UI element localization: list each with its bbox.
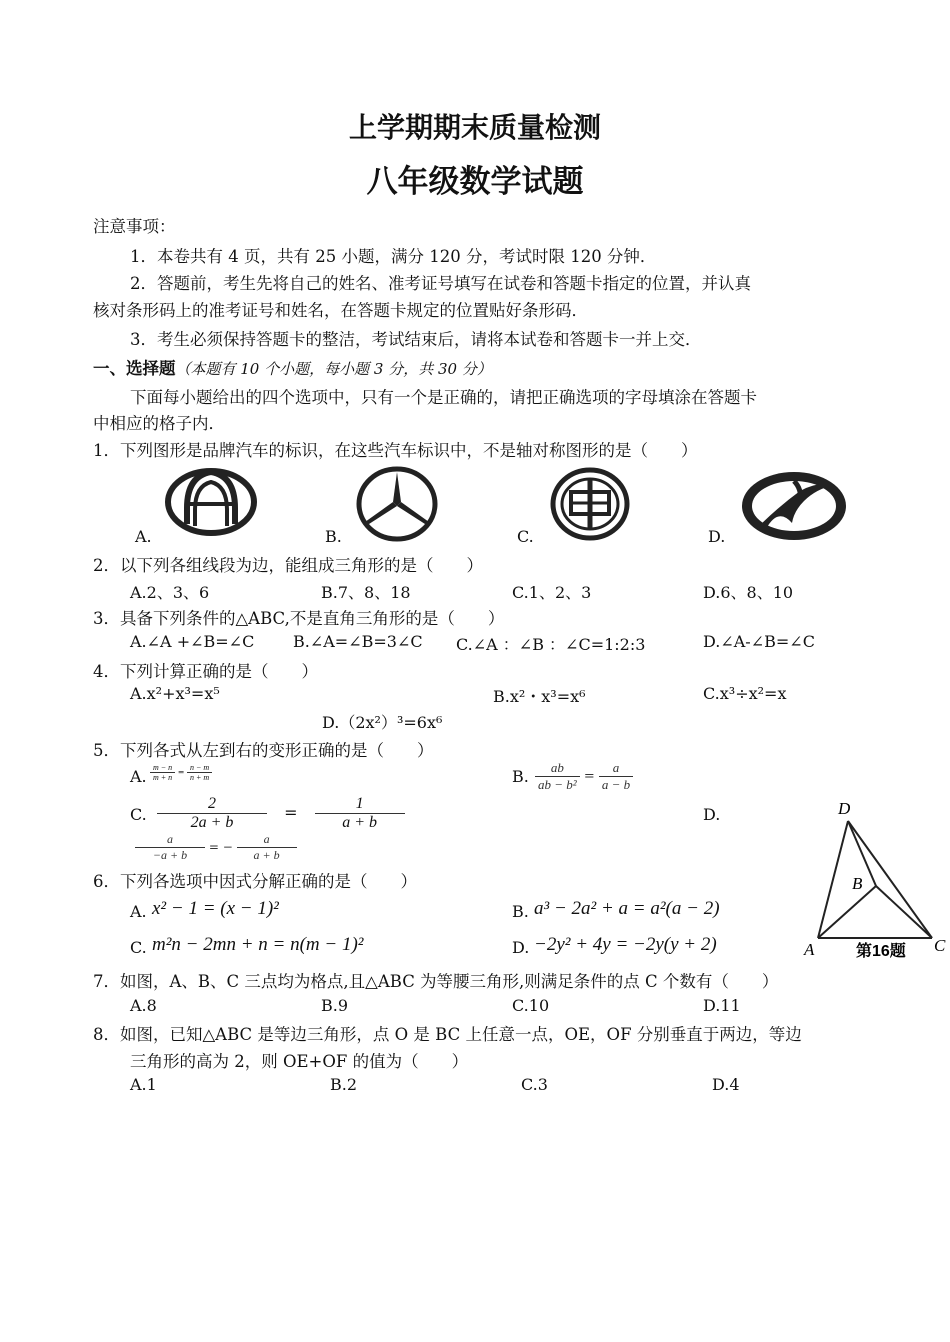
notes-item-3: 3．考生必须保持答题卡的整洁，考试结束后，请将本试卷和答题卡一并上交． <box>130 330 702 349</box>
q4-option-a: A.x²+x³=x⁵ <box>130 684 220 703</box>
q7-option-b: B.9 <box>321 996 349 1015</box>
figure-16-diagram <box>800 796 950 966</box>
notes-item-2a: 2．答题前，考生先将自己的姓名、准考证号填写在试卷和答题卡指定的位置，并认真 <box>130 274 751 293</box>
q2-option-b: B.7、8、18 <box>321 583 411 602</box>
q5-b-right-fraction <box>599 760 633 793</box>
q3-option-a: A.∠A +∠B=∠C <box>130 632 255 651</box>
q7-stem: 7．如图，A、B、C 三点均为格点,且△ABC 为等腰三角形,则满足条件的点 C 个数有（ ） <box>93 972 779 991</box>
car-logo-a-icon <box>165 468 257 536</box>
q5-b-left-fraction <box>535 760 580 793</box>
section-1-heading <box>93 355 492 379</box>
section-1-instruction-b: 中相应的格子内． <box>93 414 225 433</box>
q6-option-a-label: A. <box>130 902 147 921</box>
fraction-numerator: ab <box>535 760 580 777</box>
fraction-numerator: a <box>599 760 633 777</box>
equals-sign: = <box>583 769 595 784</box>
q8-option-c: C.3 <box>521 1075 548 1094</box>
car-logo-b-icon <box>355 466 439 542</box>
q2-stem: 2．以下列各组线段为边，能组成三角形的是（ ） <box>93 556 483 575</box>
q1-option-b-label: B. <box>325 527 342 546</box>
car-logo-c-icon <box>549 466 631 542</box>
fraction-numerator: m − n <box>150 763 175 773</box>
fraction-denominator: m + n <box>153 773 173 782</box>
q5-option-a-expression <box>150 763 212 782</box>
fraction-denominator: 2a + b <box>190 814 234 831</box>
q5-a-right-fraction <box>187 763 212 782</box>
q5-option-b-expression <box>535 760 633 793</box>
q5-option-d-label: D. <box>703 805 721 824</box>
q5-a-left-fraction <box>150 763 175 782</box>
fraction-denominator: a + b <box>253 848 280 862</box>
fraction-denominator: ab − b² <box>538 777 577 792</box>
fraction-numerator: a <box>135 832 205 848</box>
q7-option-c: C.10 <box>512 996 550 1015</box>
figure-label-d: D <box>838 799 851 818</box>
q8-option-a: A.1 <box>130 1075 157 1094</box>
figure-label-a: A <box>804 940 815 959</box>
q5-d-right-fraction <box>237 832 297 863</box>
q1-option-d-label: D. <box>708 527 726 546</box>
q8-option-d: D.4 <box>712 1075 740 1094</box>
q6-option-d-expression: −2y² + 4y = −2y(y + 2) <box>534 934 717 955</box>
q7-option-d: D.11 <box>703 996 741 1015</box>
q2-option-d: D.6、8、10 <box>703 583 794 602</box>
q3-option-b: B.∠A=∠B=3∠C <box>293 632 423 651</box>
q3-option-c: C.∠A ：∠B ：∠C=1:2:3 <box>456 635 646 654</box>
figure-label-c: C <box>934 936 946 955</box>
exam-title: 上学期期末质量检测 <box>348 111 601 144</box>
q6-option-d-label: D. <box>512 938 530 957</box>
equals-sign: = <box>177 767 185 777</box>
q6-option-b-expression: a³ − 2a² + a = a²(a − 2) <box>534 898 720 919</box>
fraction-denominator: a + b <box>342 814 377 831</box>
q6-stem: 6．下列各选项中因式分解正确的是（ ） <box>93 872 417 891</box>
q6-option-a-expression: x² − 1 = (x − 1)² <box>152 898 279 919</box>
fraction-denominator: −a + b <box>152 848 188 862</box>
equals-sign: = − <box>208 840 233 854</box>
q5-option-b-label: B. <box>512 767 529 786</box>
fraction-numerator: 1 <box>315 795 405 814</box>
q2-option-c: C.1、2、3 <box>512 583 592 602</box>
q6-option-c-expression: m²n − 2mn + n = n(m − 1)² <box>152 934 364 955</box>
q4-option-b: B.x²・x³=x⁶ <box>493 687 586 706</box>
q6-option-c-label: C. <box>130 938 147 957</box>
fraction-numerator: a <box>237 832 297 848</box>
fraction-numerator: n − m <box>187 763 212 773</box>
notes-item-1: 1．本卷共有 4 页，共有 25 小题，满分 120 分，考试时限 120 分钟． <box>130 247 657 266</box>
section-1-subtitle: （本题有 10 个小题，每小题 3 分，共 30 分） <box>175 360 492 378</box>
fraction-denominator: a − b <box>601 777 631 792</box>
notes-item-2b: 核对条形码上的准考证号和姓名，在答题卡规定的位置贴好条形码． <box>93 301 588 320</box>
q5-option-c-label: C. <box>130 805 147 824</box>
notes-heading: 注意事项： <box>93 217 176 236</box>
q8-stem-a: 8．如图，已知△ABC 是等边三角形，点 O 是 BC 上任意一点，OE，OF 分别垂直于两边，等边 <box>93 1025 802 1044</box>
figure-caption: 第16题 <box>856 943 906 960</box>
fraction-denominator: n + m <box>189 773 210 782</box>
q3-option-d: D.∠A-∠B=∠C <box>703 632 815 651</box>
q5-c-left-fraction <box>157 795 267 832</box>
figure-label-b: B <box>852 874 863 893</box>
q2-option-a: A.2、3、6 <box>130 583 210 602</box>
q5-option-c-expression <box>157 795 405 832</box>
q6-option-b-label: B. <box>512 902 529 921</box>
q8-stem-b: 三角形的高为 2，则 OE+OF 的值为（ ） <box>130 1052 469 1071</box>
q1-option-c-label: C. <box>517 527 534 546</box>
q1-option-a-label: A. <box>135 527 152 546</box>
q4-option-d: D.（2x²）³=6x⁶ <box>322 713 443 732</box>
q1-stem: 1．下列图形是品牌汽车的标识，在这些汽车标识中，不是轴对称图形的是（ ） <box>93 441 698 460</box>
q3-stem: 3．具备下列条件的△ABC,不是直角三角形的是（ ） <box>93 609 505 628</box>
car-logo-d-icon <box>738 467 850 545</box>
equals-sign: = <box>284 803 298 822</box>
fraction-numerator: 2 <box>157 795 267 814</box>
section-1-instruction-a: 下面每小题给出的四个选项中，只有一个是正确的，请把正确选项的字母填涂在答题卡 <box>130 388 757 407</box>
q5-option-a-label: A. <box>130 767 147 786</box>
q5-c-right-fraction <box>315 795 405 832</box>
q5-d-left-fraction <box>135 832 205 863</box>
q7-option-a: A.8 <box>130 996 157 1015</box>
q4-stem: 4．下列计算正确的是（ ） <box>93 662 318 681</box>
exam-subtitle: 八年级数学试题 <box>366 164 584 200</box>
q4-option-c: C.x³÷x²=x <box>703 684 787 703</box>
q5-option-d-expression <box>135 832 297 863</box>
q8-option-b: B.2 <box>330 1075 358 1094</box>
section-1-title: 一、选择题 <box>93 359 176 378</box>
q5-stem: 5．下列各式从左到右的变形正确的是（ ） <box>93 741 434 760</box>
